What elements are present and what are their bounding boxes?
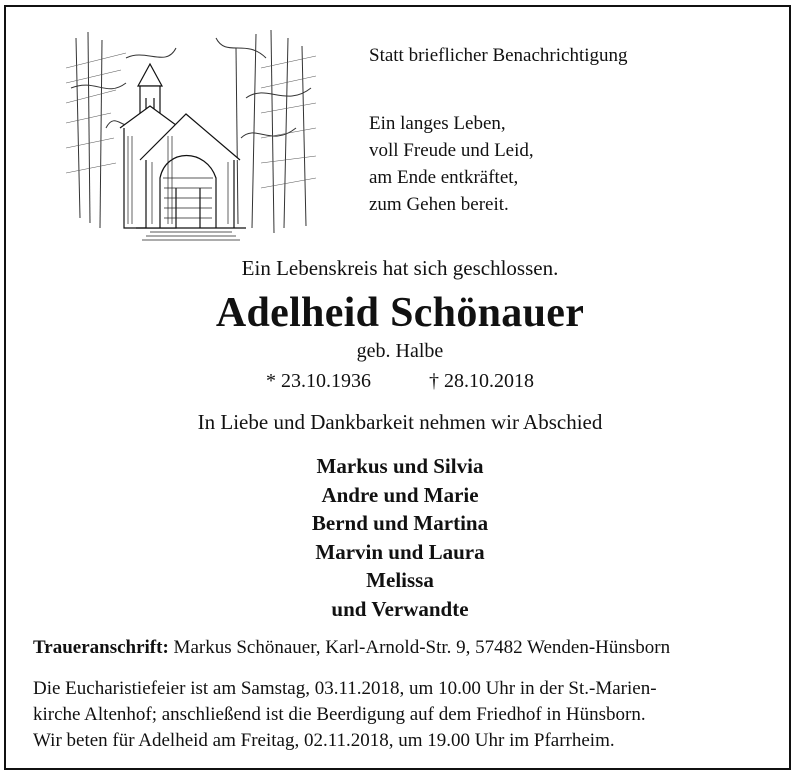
maiden-name: geb. Halbe xyxy=(356,340,444,362)
farewell-line: In Liebe und Dankbarkeit nehmen wir Abschied xyxy=(197,410,603,434)
mourning-address xyxy=(33,636,670,660)
poem-line: zum Gehen bereit. xyxy=(369,194,509,215)
mourner: Andre und Marie xyxy=(321,482,479,507)
poem-line: voll Freude und Leid, xyxy=(369,140,534,161)
mourner: Melissa xyxy=(366,568,434,592)
chapel-illustration xyxy=(66,28,316,246)
service-line: Die Eucharistiefeier ist am Samstag, 03.11.2018, um 10.00 Uhr in der St.-Marien- xyxy=(33,678,657,699)
mourners-list xyxy=(0,452,800,623)
death-date: † 28.10.2018 xyxy=(429,370,534,392)
life-dates xyxy=(0,368,800,394)
mourner: Bernd und Martina xyxy=(311,511,489,535)
poem xyxy=(369,110,534,218)
poem-line: Ein langes Leben, xyxy=(369,113,506,134)
service-line: kirche Altenhof; anschließend ist die Beerdigung auf dem Friedhof in Hünsborn. xyxy=(33,704,646,725)
address-label: Traueranschrift: xyxy=(33,637,169,658)
poem-line: am Ende entkräftet, xyxy=(369,167,519,188)
address-value: Markus Schönauer, Karl-Arnold-Str. 9, 57482 Wenden-Hünsborn xyxy=(173,637,671,658)
service-info xyxy=(33,676,768,754)
deceased-name: Adelheid Schönauer xyxy=(215,290,585,336)
intro-line: Ein Lebenskreis hat sich geschlossen. xyxy=(241,256,559,280)
mourner: und Verwandte xyxy=(331,596,469,621)
service-line: Wir beten für Adelheid am Freitag, 02.11.2018, um 19.00 Uhr im Pfarrheim. xyxy=(33,730,615,751)
header-note: Statt brieflicher Benachrichtigung xyxy=(369,45,628,66)
mourner: Marvin und Laura xyxy=(315,539,485,564)
mourner: Markus und Silvia xyxy=(316,454,484,478)
birth-date: * 23.10.1936 xyxy=(266,370,371,392)
